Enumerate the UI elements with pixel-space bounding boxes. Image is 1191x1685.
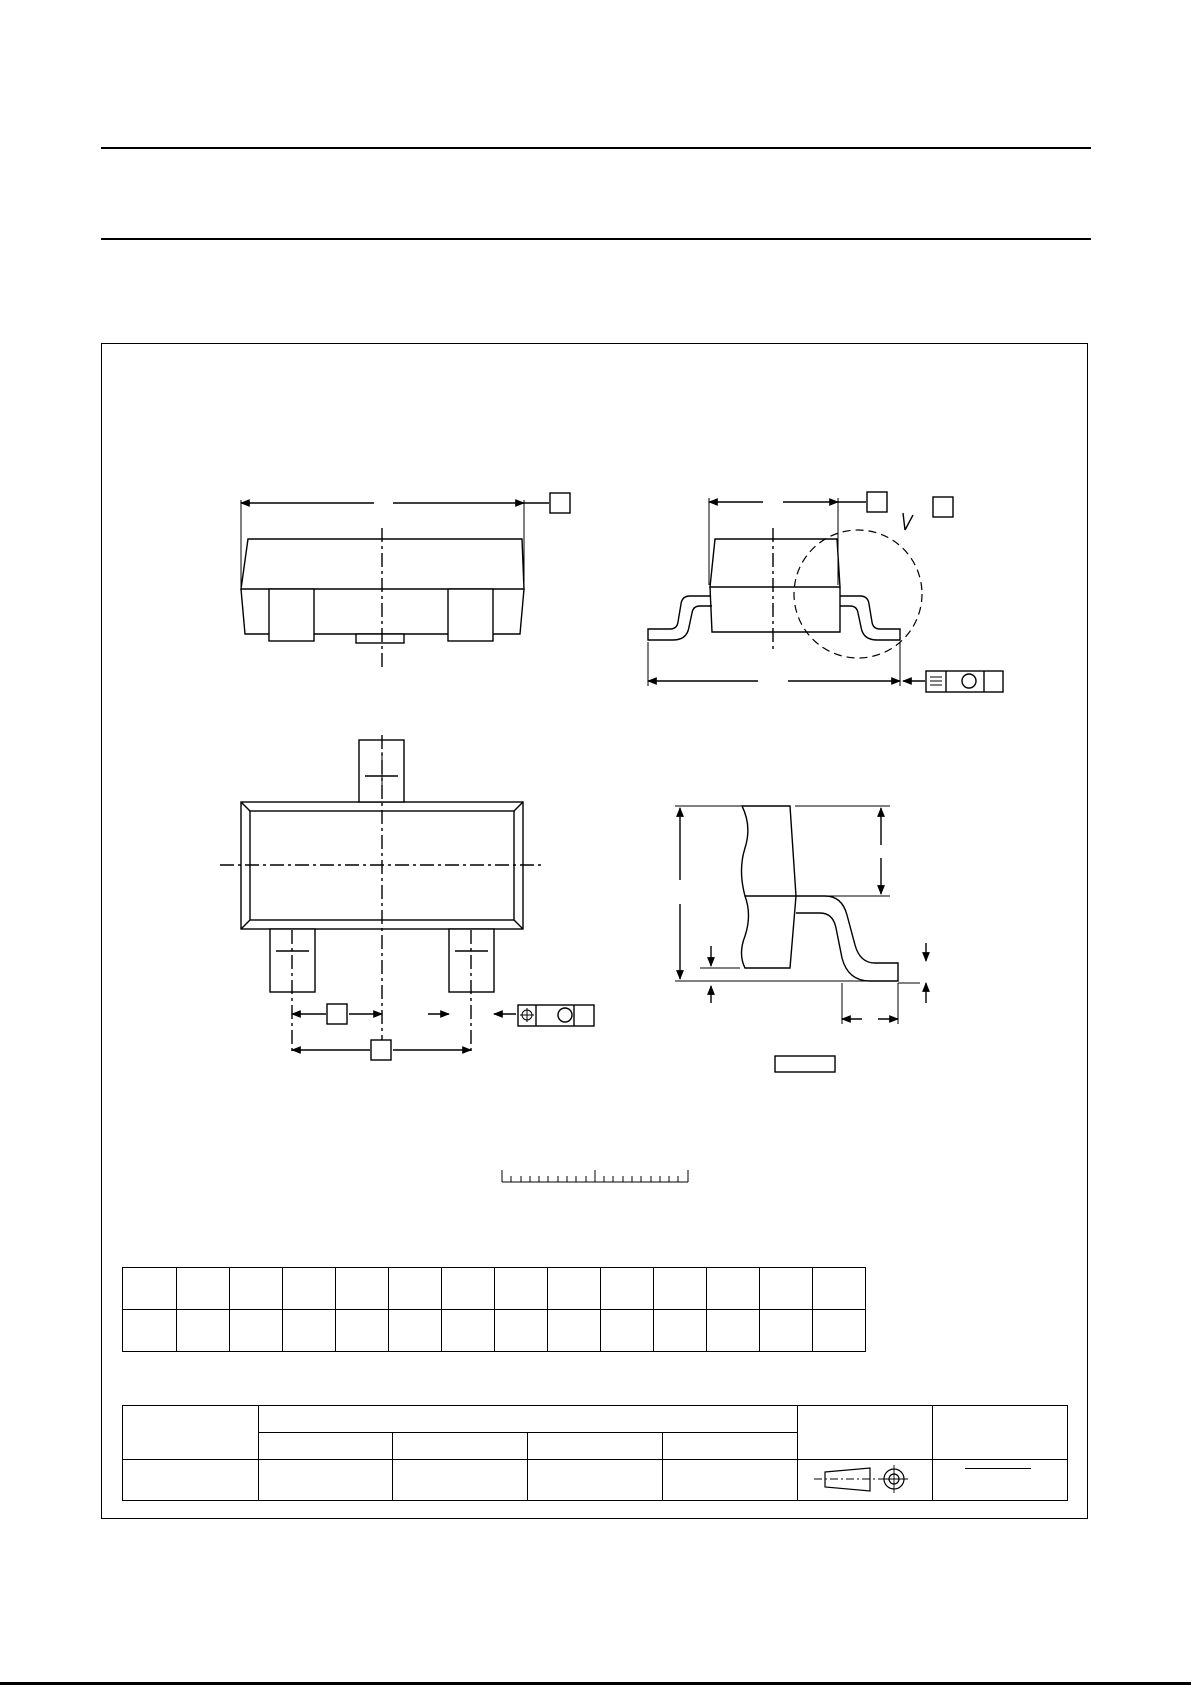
dimension-table <box>122 1267 866 1352</box>
front-view <box>241 500 549 668</box>
dimension-table-row <box>123 1310 866 1352</box>
pitch-e-box <box>371 1040 391 1060</box>
jeita-cell <box>528 1460 663 1501</box>
dimension-table-cell <box>601 1310 654 1352</box>
references-header <box>259 1406 798 1433</box>
dimension-table-cell <box>389 1268 442 1310</box>
dimension-table-row <box>123 1268 866 1310</box>
dimension-table-cell <box>813 1310 866 1352</box>
scale-bar <box>502 1170 688 1182</box>
top-view <box>220 735 545 1055</box>
dimension-table-cell <box>654 1310 707 1352</box>
dimension-table-cell <box>760 1268 813 1310</box>
pitch-e1-box <box>327 1004 347 1024</box>
outline-version-table <box>122 1405 1068 1501</box>
first-angle-projection-icon <box>798 1460 931 1499</box>
references-subheader-other <box>663 1433 798 1460</box>
european-projection-header <box>798 1406 933 1460</box>
dimension-table-cell <box>123 1310 177 1352</box>
side-view <box>648 498 925 686</box>
dimension-table-cell <box>654 1268 707 1310</box>
dimension-table-cell <box>707 1268 760 1310</box>
dimension-table-cell <box>442 1310 495 1352</box>
dimension-table-cell <box>442 1268 495 1310</box>
dimension-table-cell <box>389 1310 442 1352</box>
dimension-table-cell <box>336 1310 389 1352</box>
projection-cell <box>798 1460 933 1501</box>
dimension-table-cell <box>230 1268 283 1310</box>
detail-view <box>675 806 926 1024</box>
datum-box-top-right <box>867 492 887 512</box>
issue-date-value <box>933 1460 1067 1500</box>
dimension-table-cell <box>548 1310 601 1352</box>
issue-date-divider <box>965 1468 1031 1469</box>
outline-version-header <box>123 1406 259 1460</box>
detail-callout-box <box>933 497 953 517</box>
other-cell <box>663 1460 798 1501</box>
dimension-table-cell <box>177 1268 230 1310</box>
dimension-table-cell <box>177 1310 230 1352</box>
dimension-table-cell <box>495 1268 548 1310</box>
dimension-table-cell <box>336 1268 389 1310</box>
jedec-cell <box>393 1460 528 1501</box>
issue-date-cell <box>933 1460 1068 1501</box>
iec-cell <box>259 1460 393 1501</box>
dimension-table-cell <box>495 1310 548 1352</box>
references-subheader-jedec <box>393 1433 528 1460</box>
dimension-table-cell <box>123 1268 177 1310</box>
dimension-table-cell <box>283 1268 336 1310</box>
detail-label-box <box>775 1056 835 1072</box>
dimension-table-cell <box>283 1310 336 1352</box>
references-subheader-jeita <box>528 1433 663 1460</box>
dimension-table-cell <box>707 1310 760 1352</box>
outline-version-cell <box>123 1460 259 1501</box>
dimension-table-cell <box>548 1268 601 1310</box>
datum-box-top-left <box>550 493 570 513</box>
dimension-table-cell <box>760 1310 813 1352</box>
dimension-table-cell <box>230 1310 283 1352</box>
dimension-table-cell <box>601 1268 654 1310</box>
dimension-table-cell <box>813 1268 866 1310</box>
issue-date-header <box>933 1406 1068 1460</box>
references-subheader-iec <box>259 1433 393 1460</box>
